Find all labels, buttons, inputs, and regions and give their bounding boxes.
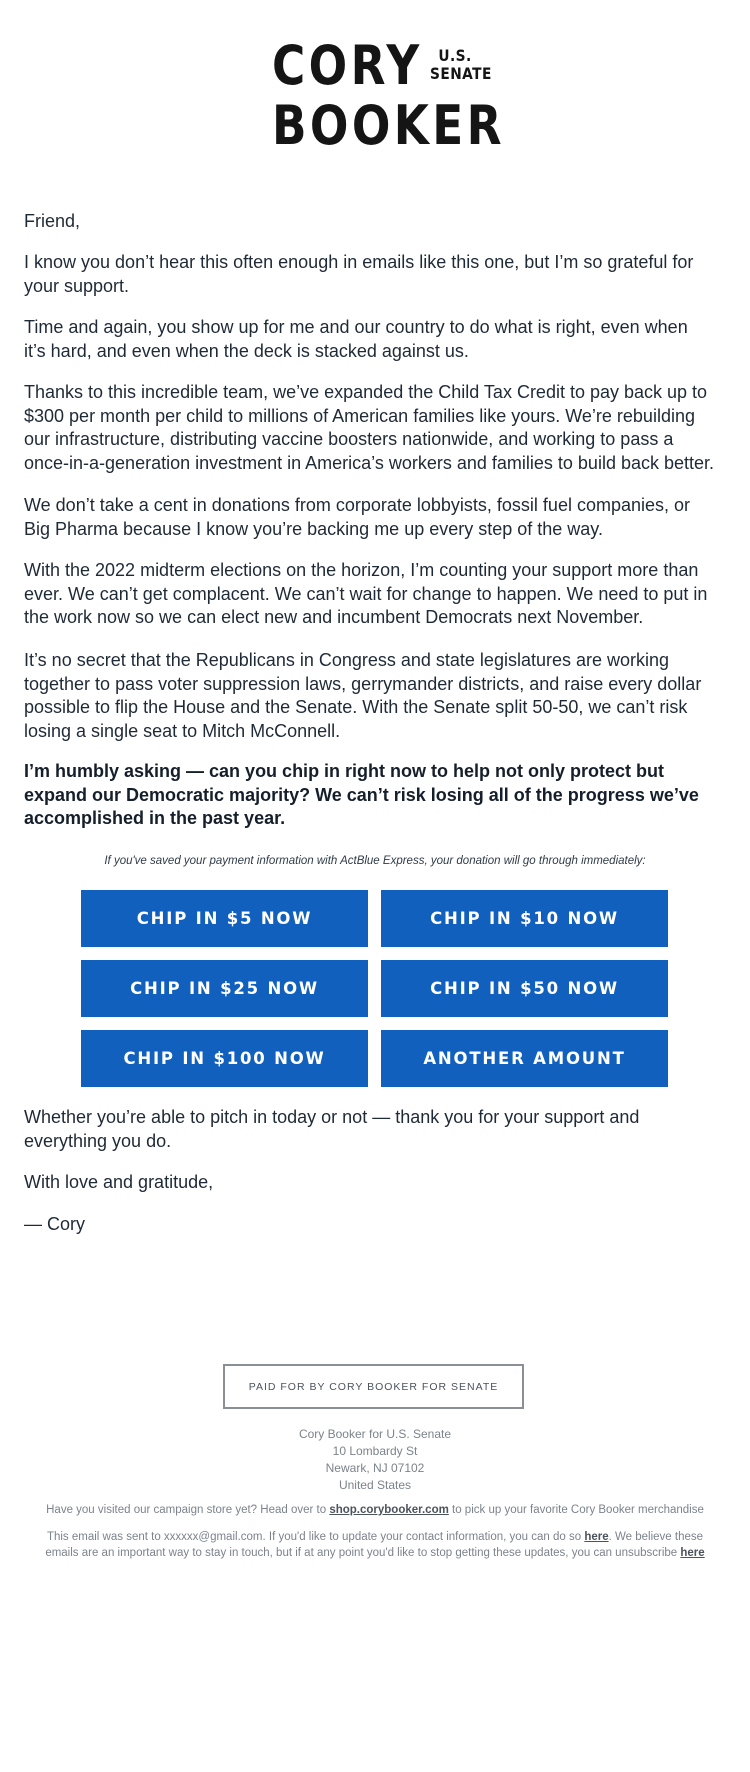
paragraph-midterms: With the 2022 midterm elections on the horizon, I’m counting your support more than ever. We can’t get complacent. We can’t wait for change to happen. We need to put in the work now so we can elect new and incumbent Democrats next November.: [24, 560, 708, 627]
chip-in-25-button[interactable]: CHIP IN $25 NOW: [81, 960, 368, 1017]
closing-salutation: With love and gratitude,: [24, 1172, 214, 1192]
chip-in-100-button[interactable]: CHIP IN $100 NOW: [81, 1030, 368, 1087]
unsubscribe-link[interactable]: here: [680, 1547, 705, 1559]
unsubscribe-line: [30, 1545, 720, 1561]
paragraph-no-corporate-money: We don’t take a cent in donations from corporate lobbyists, fossil fuel companies, or Big Pharma because I know you’re backing me up every step of the way.: [24, 495, 691, 539]
email-sent-line: [30, 1529, 720, 1545]
cory-booker-logo: [272, 34, 505, 160]
logo-us: U.S.: [438, 46, 472, 65]
campaign-store-line: [30, 1502, 720, 1518]
greeting: Friend,: [24, 211, 81, 231]
chip-in-50-button[interactable]: CHIP IN $50 NOW: [381, 960, 668, 1017]
paragraph-republicans: It’s no secret that the Republicans in Congress and state legislatures are working together to pass voter suppression laws, gerrymander districts, and raise every dollar possible to flip the House and the Senate. With the Senate split 50-50, we can’t risk losing a single seat to Mitch McConnell.: [24, 650, 702, 741]
logo-senate: SENATE: [430, 64, 492, 83]
closing-thanks: Whether you’re able to pitch in today or not — thank you for your support and everything you do.: [24, 1107, 640, 1151]
update-contact-link[interactable]: here: [584, 1531, 609, 1543]
another-amount-button[interactable]: ANOTHER AMOUNT: [381, 1030, 668, 1087]
signoff: — Cory: [24, 1214, 86, 1234]
sent-text-pre: This email was sent to xxxxxx@gmail.com. If you'd like to update your contact information, you can do so: [46, 1531, 585, 1543]
sent-text-post: . We believe these: [608, 1531, 704, 1543]
paragraph-accomplishments: Thanks to this incredible team, we’ve expanded the Child Tax Credit to pay back up to $300 per month per child to millions of American families like yours. We’re rebuilding our infrastructure, distributing vaccine boosters nationwide, and working to pass a once-in-a-generation investment in America’s workers and families to build back better.: [24, 382, 715, 473]
store-text-post: to pick up your favorite Cory Booker merchandise: [448, 1504, 704, 1516]
shop-link[interactable]: shop.corybooker.com: [329, 1504, 449, 1516]
logo-first-name: CORY: [272, 34, 423, 97]
store-text-pre: Have you visited our campaign store yet? Head over to: [46, 1504, 330, 1516]
logo-last-name: BOOKER: [272, 94, 505, 157]
paragraph-show-up: Time and again, you show up for me and our country to do what is right, even when it’s hard, and even when the deck is stacked against us.: [24, 317, 688, 361]
paid-for-disclaimer: PAID FOR BY CORY BOOKER FOR SENATE: [223, 1364, 524, 1409]
unsub-text-pre: emails are an important way to stay in touch, but if at any point you'd like to stop getting these updates, you can unsubscribe: [45, 1547, 681, 1559]
footer-city: Newark, NJ 07102: [325, 1461, 425, 1475]
donation-ask: I’m humbly asking — can you chip in right now to help not only protect but expand our Democratic majority? We can’t risk losing all of the progress we’ve accomplished in the past year.: [24, 761, 699, 828]
footer-country: United States: [338, 1478, 412, 1492]
actblue-express-note: If you've saved your payment information with ActBlue Express, your donation will go through immediately:: [104, 855, 646, 867]
paragraph-gratitude: I know you don’t hear this often enough in emails like this one, but I’m so grateful for your support.: [24, 252, 694, 296]
chip-in-10-button[interactable]: CHIP IN $10 NOW: [381, 890, 668, 947]
chip-in-5-button[interactable]: CHIP IN $5 NOW: [81, 890, 368, 947]
footer-street: 10 Lombardy St: [332, 1444, 418, 1458]
footer-org-name: Cory Booker for U.S. Senate: [298, 1427, 452, 1441]
